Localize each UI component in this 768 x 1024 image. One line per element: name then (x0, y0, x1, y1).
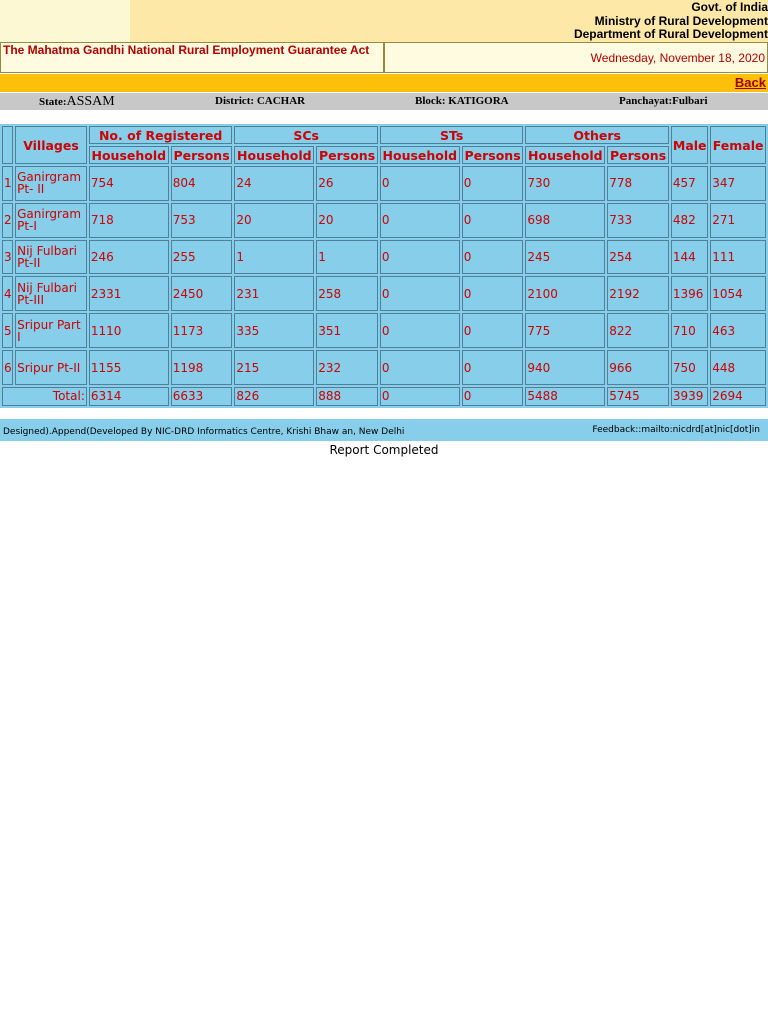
sts-persons-cell: 0 (462, 203, 524, 238)
serial-cell: 5 (2, 313, 13, 348)
others-header: Others (525, 126, 669, 144)
others-household-cell: 730 (525, 166, 605, 201)
sts-persons-cell: 0 (462, 313, 524, 348)
date-cell (384, 42, 768, 73)
others-persons-cell: 2192 (607, 276, 669, 311)
villages-header: Villages (15, 126, 87, 164)
sts-header: STs (380, 126, 524, 144)
registered-household-header: Household (89, 146, 169, 164)
table-row (2, 313, 766, 348)
location-bar (0, 93, 768, 110)
developer-credit: Designed).Append(Developed By NIC-DRD Informatics Centre, Krishi Bhaw an, New Delhi (3, 427, 405, 437)
scs-household-cell: 335 (234, 313, 314, 348)
scs-household-cell: 20 (234, 203, 314, 238)
total-label: Total: (2, 387, 87, 406)
scs-persons-cell: 26 (316, 166, 378, 201)
ministry-text: Ministry of Rural Development (594, 14, 768, 28)
table-row (2, 276, 766, 311)
scs-header: SCs (234, 126, 378, 144)
female-cell: 271 (710, 203, 766, 238)
total-scs-persons: 888 (316, 387, 378, 406)
female-cell: 448 (710, 350, 766, 385)
others-persons-cell: 254 (607, 240, 669, 275)
registered-household-cell: 754 (89, 166, 169, 201)
others-persons-cell: 733 (607, 203, 669, 238)
scs-persons-cell: 232 (316, 350, 378, 385)
male-cell: 750 (671, 350, 708, 385)
report-status: Report Completed (329, 443, 439, 457)
panchayat-info: Panchayat:Fulbari (619, 95, 708, 107)
registered-household-cell: 1155 (89, 350, 169, 385)
total-registered-persons: 6633 (171, 387, 233, 406)
total-scs-household: 826 (234, 387, 314, 406)
others-household-cell: 775 (525, 313, 605, 348)
table-row (2, 350, 766, 385)
others-persons-header: Persons (607, 146, 669, 164)
sts-household-cell: 0 (380, 203, 460, 238)
feedback-link[interactable]: Feedback::mailto:nicdrd[at]nic[dot]in (592, 425, 760, 435)
state-info (39, 94, 115, 110)
scs-persons-cell: 258 (316, 276, 378, 311)
village-name-cell: Nij Fulbari Pt-III (15, 276, 87, 311)
report-date: Wednesday, November 18, 2020 (590, 51, 765, 65)
serial-cell: 4 (2, 276, 13, 311)
others-household-cell: 2100 (525, 276, 605, 311)
others-household-header: Household (525, 146, 605, 164)
female-cell: 1054 (710, 276, 766, 311)
total-registered-household: 6314 (89, 387, 169, 406)
others-household-cell: 245 (525, 240, 605, 275)
sts-household-cell: 0 (380, 166, 460, 201)
sts-persons-cell: 0 (462, 166, 524, 201)
female-cell: 347 (710, 166, 766, 201)
scs-persons-cell: 351 (316, 313, 378, 348)
total-others-persons: 5745 (607, 387, 669, 406)
registered-persons-cell: 1198 (171, 350, 233, 385)
scs-household-header: Household (234, 146, 314, 164)
table-row (2, 240, 766, 275)
sts-household-cell: 0 (380, 240, 460, 275)
title-row (0, 42, 768, 73)
registration-table (0, 124, 768, 408)
sts-household-cell: 0 (380, 276, 460, 311)
registered-persons-cell: 1173 (171, 313, 233, 348)
table-row (2, 203, 766, 238)
serial-cell: 3 (2, 240, 13, 275)
scs-persons-cell: 20 (316, 203, 378, 238)
total-male: 3939 (671, 387, 708, 406)
sts-household-cell: 0 (380, 313, 460, 348)
serial-header (2, 126, 13, 164)
total-female: 2694 (710, 387, 766, 406)
registered-persons-cell: 753 (171, 203, 233, 238)
act-title-cell (0, 42, 384, 73)
table-row (2, 166, 766, 201)
serial-cell: 2 (2, 203, 13, 238)
scs-persons-header: Persons (316, 146, 378, 164)
village-name-cell: Nij Fulbari Pt-II (15, 240, 87, 275)
male-header: Male (671, 126, 708, 164)
registered-household-cell: 2331 (89, 276, 169, 311)
serial-cell: 6 (2, 350, 13, 385)
village-name-cell: Sripur Part I (15, 313, 87, 348)
village-name-cell: Ganirgram Pt- II (15, 166, 87, 201)
back-bar (0, 74, 768, 92)
header-ministry-area (130, 0, 768, 42)
district-info: District: CACHAR (215, 95, 306, 107)
registration-table-container (0, 124, 768, 408)
sts-household-header: Household (380, 146, 460, 164)
village-name-cell: Ganirgram Pt-I (15, 203, 87, 238)
others-persons-cell: 822 (607, 313, 669, 348)
header-logo-area (0, 0, 130, 42)
male-cell: 144 (671, 240, 708, 275)
registered-persons-cell: 2450 (171, 276, 233, 311)
sts-persons-cell: 0 (462, 276, 524, 311)
sts-persons-cell: 0 (462, 350, 524, 385)
registered-persons-cell: 255 (171, 240, 233, 275)
scs-persons-cell: 1 (316, 240, 378, 275)
village-name-cell: Sripur Pt-II (15, 350, 87, 385)
total-sts-household: 0 (380, 387, 460, 406)
male-cell: 482 (671, 203, 708, 238)
state-value: ASSAM (66, 94, 115, 109)
male-cell: 457 (671, 166, 708, 201)
scs-household-cell: 24 (234, 166, 314, 201)
scs-household-cell: 1 (234, 240, 314, 275)
total-row (2, 387, 766, 406)
scs-household-cell: 215 (234, 350, 314, 385)
serial-cell: 1 (2, 166, 13, 201)
female-header: Female (710, 126, 766, 164)
act-title: The Mahatma Gandhi National Rural Employment Guarantee Act (3, 43, 370, 57)
block-info: Block: KATIGORA (415, 95, 509, 107)
registered-household-cell: 246 (89, 240, 169, 275)
govt-of-india-text: Govt. of India (691, 0, 768, 14)
state-label: State: (39, 96, 67, 108)
sts-household-cell: 0 (380, 350, 460, 385)
male-cell: 1396 (671, 276, 708, 311)
back-link[interactable]: Back (734, 75, 766, 90)
others-persons-cell: 778 (607, 166, 669, 201)
female-cell: 463 (710, 313, 766, 348)
sts-persons-cell: 0 (462, 240, 524, 275)
registered-persons-cell: 804 (171, 166, 233, 201)
department-text: Department of Rural Development (573, 27, 768, 41)
others-household-cell: 940 (525, 350, 605, 385)
others-household-cell: 698 (525, 203, 605, 238)
total-sts-persons: 0 (462, 387, 524, 406)
others-persons-cell: 966 (607, 350, 669, 385)
registered-household-cell: 718 (89, 203, 169, 238)
page-footer (0, 419, 768, 441)
total-others-household: 5488 (525, 387, 605, 406)
registered-household-cell: 1110 (89, 313, 169, 348)
sts-persons-header: Persons (462, 146, 524, 164)
page-header (0, 0, 768, 42)
registered-persons-header: Persons (171, 146, 233, 164)
scs-household-cell: 231 (234, 276, 314, 311)
male-cell: 710 (671, 313, 708, 348)
female-cell: 111 (710, 240, 766, 275)
registered-header: No. of Registered (89, 126, 233, 144)
